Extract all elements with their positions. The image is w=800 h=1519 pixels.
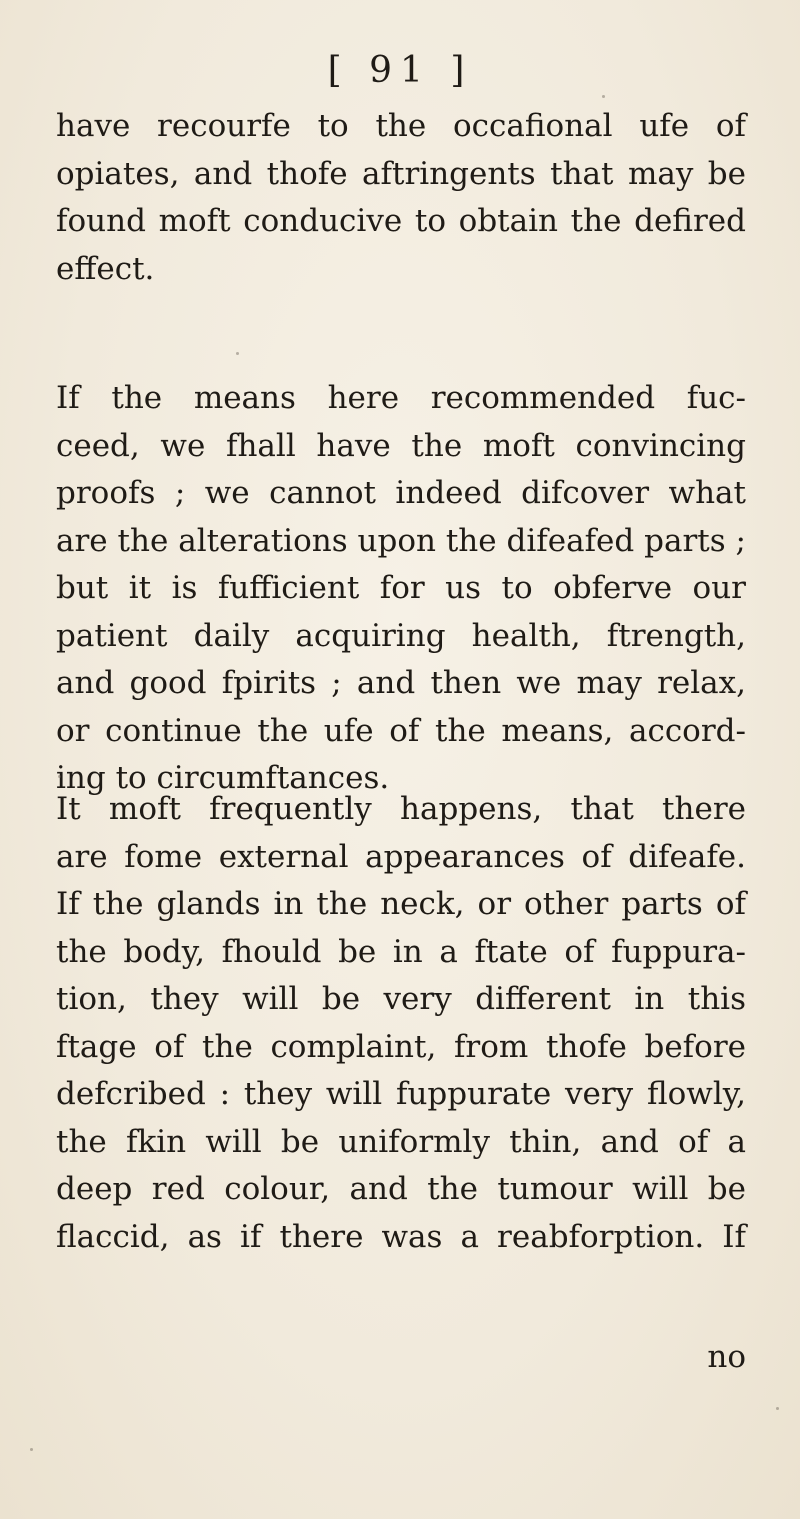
text-line: patient daily acquiring health, ftrength, [56, 617, 746, 654]
text-line: It moft frequently happens, that there [56, 791, 746, 827]
text-line: proofs ; we cannot indeed difcover what [56, 475, 746, 511]
text-line: flaccid, as if there was a reabforption. If [56, 1218, 746, 1255]
text-line: the fkin will be uniformly thin, and of a [56, 1123, 746, 1160]
text-line: If the means here recommended fuc- [56, 380, 746, 416]
text-line: If the glands in the neck, or other parts of [56, 886, 746, 922]
paper-speck [58, 775, 61, 778]
text-line: the body, fhould be in a ftate of fuppura- [56, 933, 746, 970]
text-line: have recourfe to the occafional ufe of [56, 108, 746, 144]
paragraph-2 [56, 375, 746, 803]
catchword: no [707, 1339, 746, 1375]
text-line: tion, they will be very different in this [56, 981, 746, 1017]
text-line: ftage of the complaint, from thofe before [56, 1028, 746, 1065]
paper-speck [30, 1448, 33, 1451]
text-line: but it is fufficient for us to obferve our [56, 570, 746, 606]
text-line: effect. [56, 250, 155, 287]
text-line: deep red colour, and the tumour will be [56, 1171, 746, 1207]
page-number: [ 91 ] [327, 50, 473, 91]
paragraph-3 [56, 786, 746, 1261]
paragraph-1 [56, 103, 746, 293]
text-line: are the alterations upon the difeafed parts ; [56, 522, 746, 559]
text-line: are fome external appearances of difeafe. [56, 838, 746, 875]
text-line: found moft conducive to obtain the defired [56, 203, 746, 239]
text-line: ing to circumftances. [56, 760, 390, 796]
text-line: and good fpirits ; and then we may relax, [56, 665, 746, 701]
text-line: ceed, we fhall have the moft convincing [56, 427, 746, 464]
paper-speck [602, 95, 605, 98]
text-line: defcribed : they will fuppurate very flowly, [56, 1076, 746, 1112]
text-line: opiates, and thofe aftringents that may be [56, 155, 746, 192]
paper-speck [236, 352, 239, 355]
text-line: or continue the ufe of the means, accord- [56, 712, 746, 749]
paper-speck [776, 1407, 779, 1410]
